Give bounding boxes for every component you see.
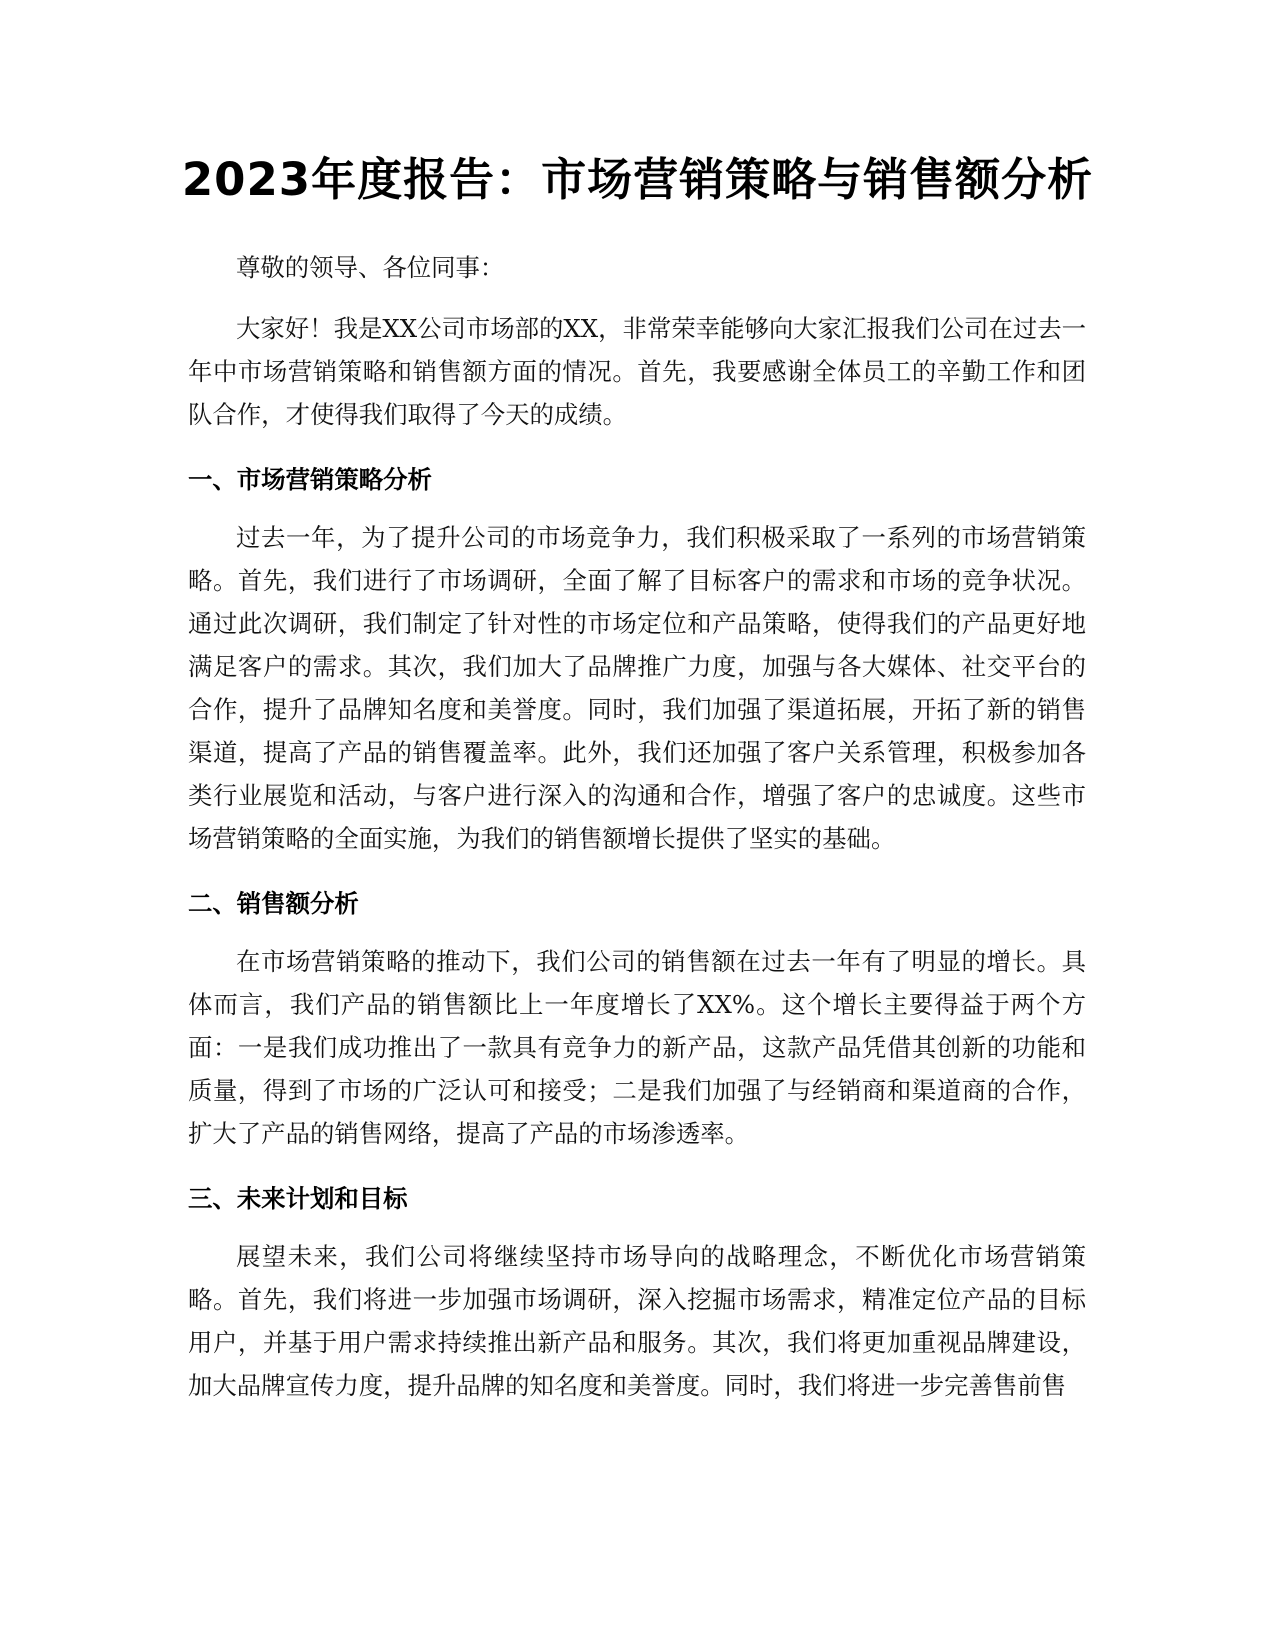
section-body-marketing-strategy: 过去一年，为了提升公司的市场竞争力，我们积极采取了一系列的市场营销策略。首先，我们进行了市场调研，全面了解了目标客户的需求和市场的竞争状况。通过此次调研，我们制定了针对性的市场定位和产品策略，使得我们的产品更好地满足客户的需求。其次，我们加大了品牌推广力度，加强与各大媒体、社交平台的合作，提升了品牌知名度和美誉度。同时，我们加强了渠道拓展，开拓了新的销售渠道，提高了产品的销售覆盖率。此外，我们还加强了客户关系管理，积极参加各类行业展览和活动，与客户进行深入的沟通和合作，增强了客户的忠诚度。这些市场营销策略的全面实施，为我们的销售额增长提供了坚实的基础。 bbox=[188, 523, 1086, 853]
section-body-sales-analysis: 在市场营销策略的推动下，我们公司的销售额在过去一年有了明显的增长。具体而言，我们产品的销售额比上一年度增长了XX%。这个增长主要得益于两个方面：一是我们成功推出了一款具有竞争力的新产品，这款产品凭借其创新的功能和质量，得到了市场的广泛认可和接受；二是我们加强了与经销商和渠道商的合作，扩大了产品的销售网络，提高了产品的市场渗透率。 bbox=[188, 947, 1086, 1148]
section-heading-future-plans: 三、未来计划和目标 bbox=[188, 1184, 408, 1213]
section-heading-marketing-strategy: 一、市场营销策略分析 bbox=[188, 465, 432, 494]
section-heading-sales-analysis: 二、销售额分析 bbox=[188, 889, 359, 918]
document-title: 2023年度报告：市场营销策略与销售额分析 bbox=[181, 153, 1094, 206]
greeting: 尊敬的领导、各位同事： bbox=[236, 253, 505, 282]
section-body-future-plans: 展望未来，我们公司将继续坚持市场导向的战略理念，不断优化市场营销策略。首先，我们将进一步加强市场调研，深入挖掘市场需求，精准定位产品的目标用户，并基于用户需求持续推出新产品和服务。其次，我们将更加重视品牌建设，加大品牌宣传力度，提升品牌的知名度和美誉度。同时，我们将进一步完善售前售 bbox=[188, 1242, 1086, 1400]
intro-paragraph: 大家好！我是XX公司市场部的XX，非常荣幸能够向大家汇报我们公司在过去一年中市场营销策略和销售额方面的情况。首先，我要感谢全体员工的辛勤工作和团队合作，才使得我们取得了今天的成绩。 bbox=[188, 314, 1086, 429]
document-body bbox=[188, 246, 1086, 1425]
